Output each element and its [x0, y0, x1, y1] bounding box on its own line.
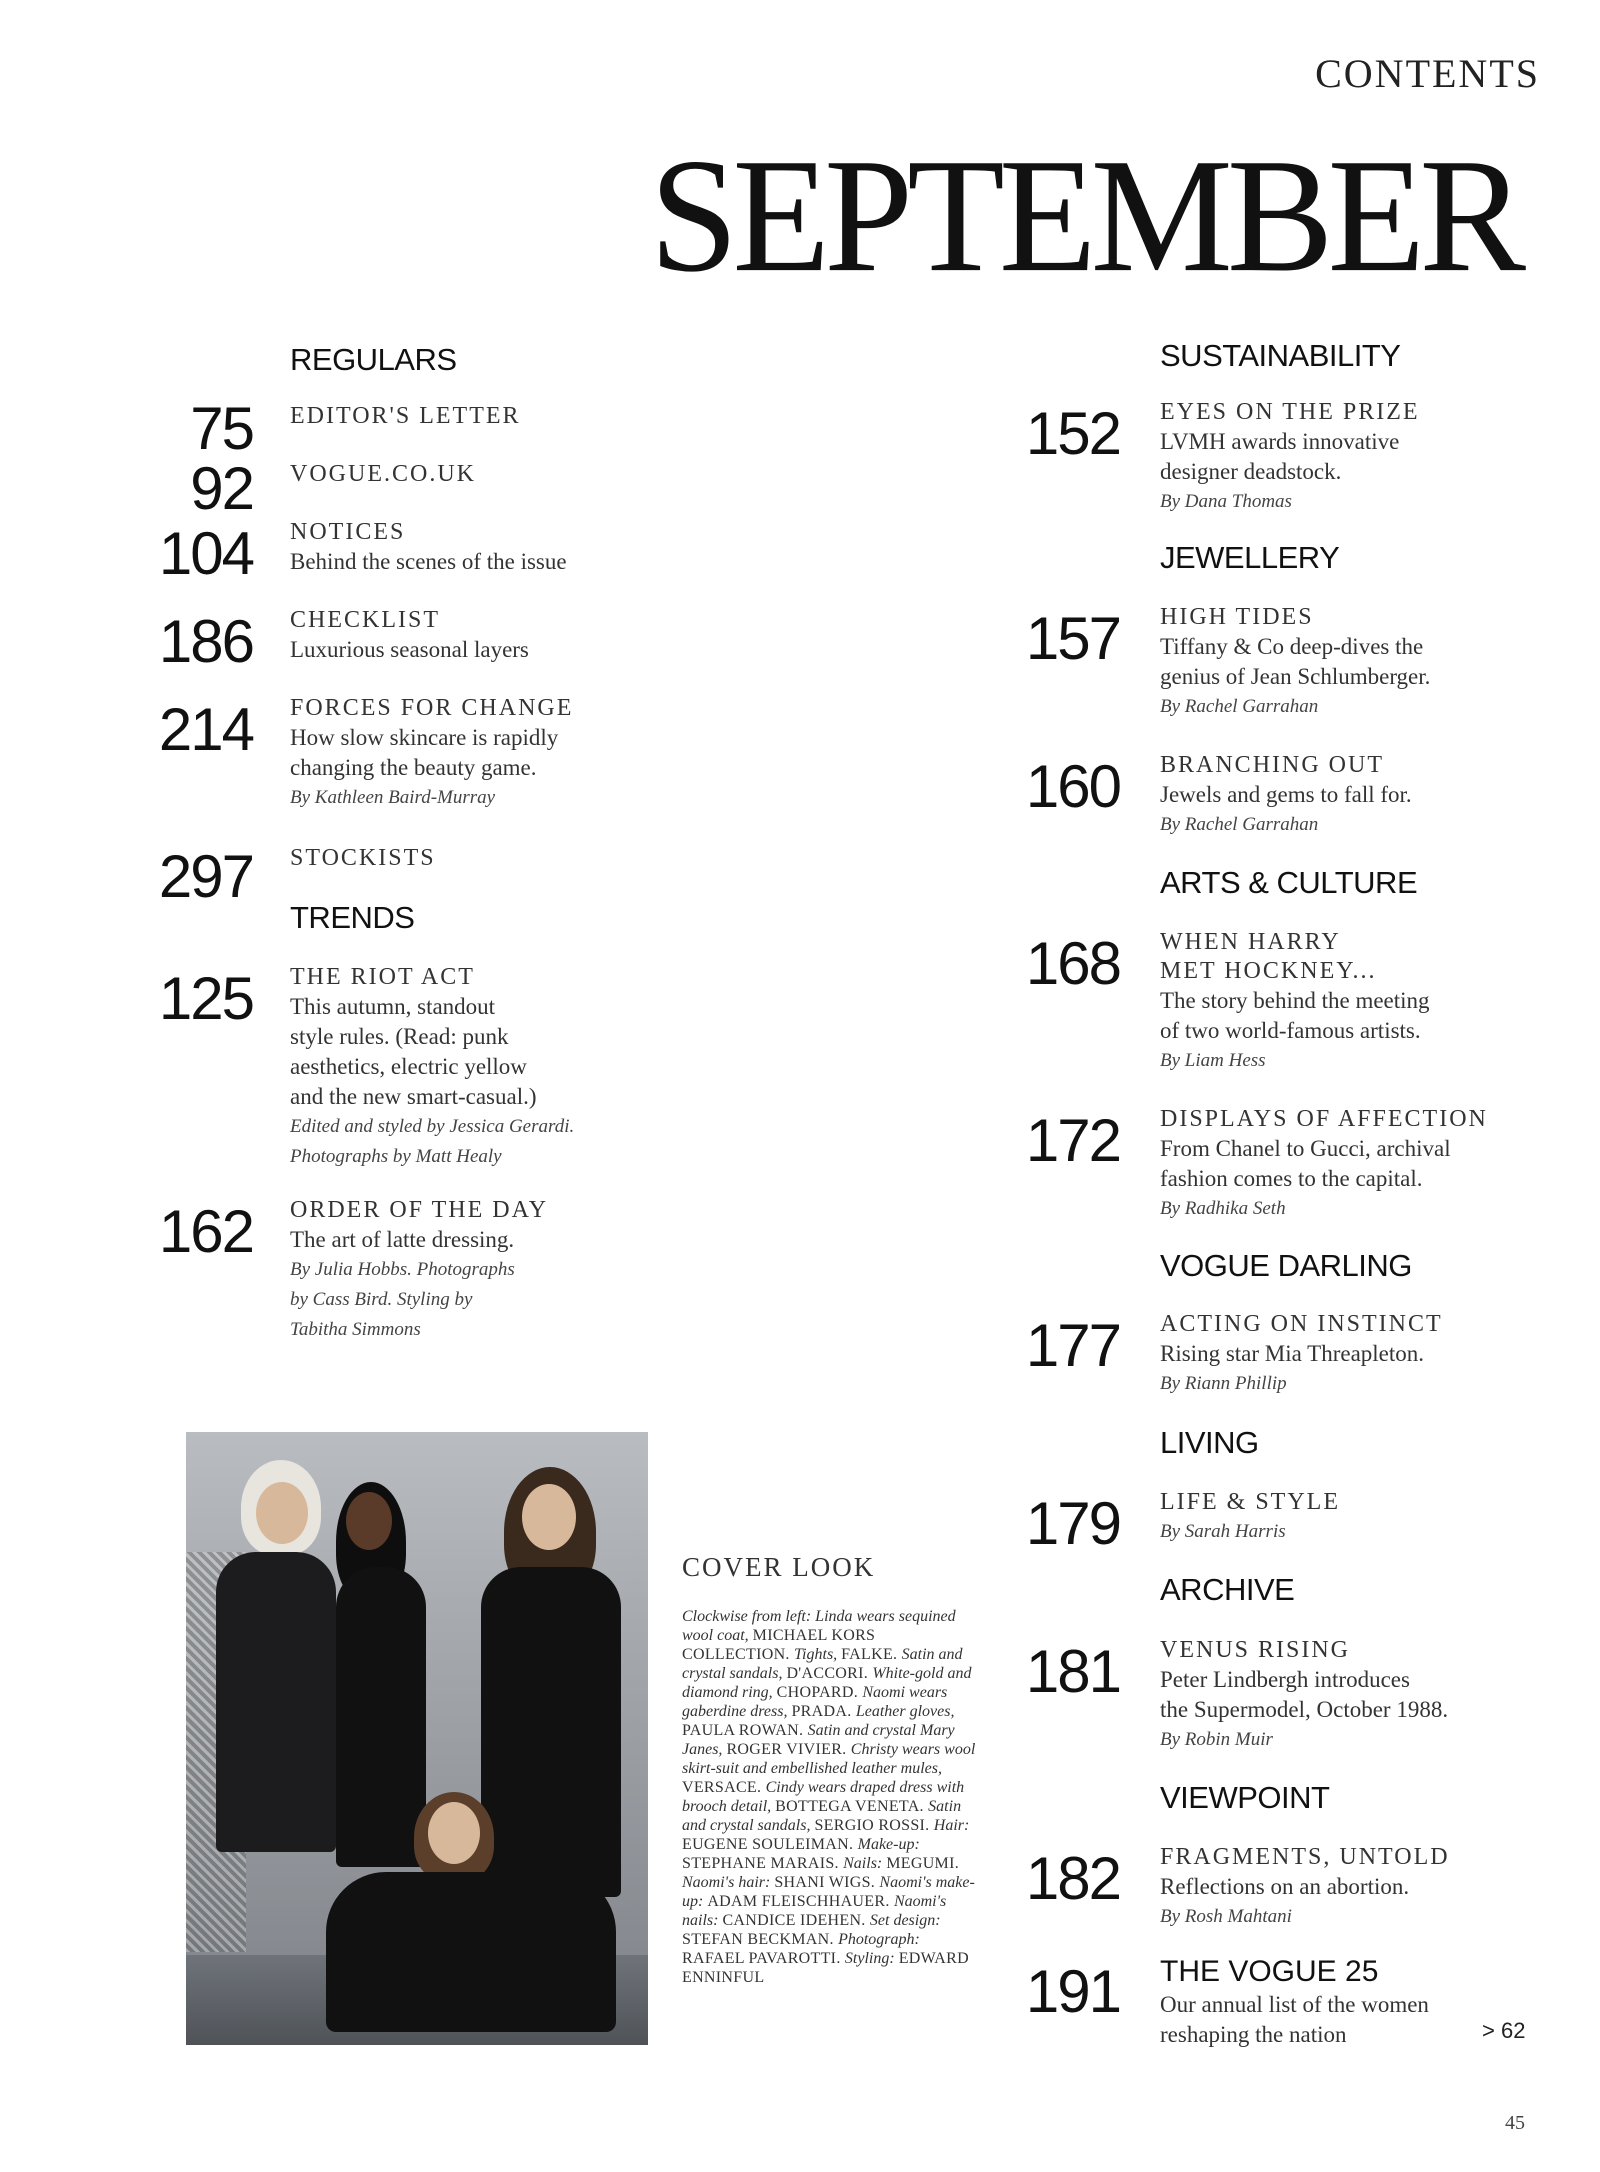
entry-title: EDITOR'S LETTER [290, 403, 521, 429]
entry-description: How slow skincare is rapidly changing the beauty game. [290, 725, 559, 780]
page-number: 181 [1025, 1638, 1120, 1705]
entry-title: VENUS RISING [1160, 1637, 1351, 1663]
entry-description: Rising star Mia Threapleton. [1160, 1341, 1425, 1366]
credit-run: Cindy wears draped dress with brooch detail, [682, 1779, 965, 1815]
section-title-viewpoint: VIEWPOINT [1160, 1780, 1330, 1815]
credit-run: Naomi's hair: [682, 1874, 775, 1891]
entry-description: Reflections on an abortion. [1160, 1874, 1410, 1899]
page-number: 177 [1025, 1312, 1120, 1379]
credit-run: Make-up: [857, 1836, 920, 1853]
page-number: 168 [1025, 930, 1120, 997]
credit-run: EUGENE SOULEIMAN. [682, 1836, 858, 1853]
entry-byline: Edited and styled by Jessica Gerardi. Photographs by Matt Healy [290, 1116, 575, 1167]
page-number: 162 [158, 1198, 253, 1265]
section-title-living: LIVING [1160, 1425, 1259, 1460]
folio-page-number: 45 [1505, 2112, 1525, 2134]
page-number: 152 [1025, 400, 1120, 467]
credit-run: PAULA ROWAN. [682, 1722, 808, 1739]
credit-run: EDWARD ENNINFUL [682, 1950, 969, 1986]
cover-look-heading: COVER LOOK [682, 1552, 876, 1582]
credit-run: Naomi's nails: [682, 1893, 947, 1929]
entry-title: BRANCHING OUT [1160, 752, 1384, 778]
credit-run: SERGIO ROSSI. [814, 1817, 934, 1834]
contents-label: CONTENTS [1315, 51, 1540, 96]
credit-run: Photograph: [838, 1931, 920, 1948]
section-title-arts-culture: ARTS & CULTURE [1160, 865, 1418, 900]
credit-run: ADAM FLEISCHHAUER. [707, 1893, 894, 1910]
credit-run: Hair: [933, 1817, 970, 1834]
credit-run: Satin and crystal Mary Janes, [682, 1722, 955, 1758]
entry-title: ORDER OF THE DAY [290, 1197, 549, 1223]
entry-byline: By Sarah Harris [1160, 1521, 1286, 1542]
credit-run: Nails: [843, 1855, 887, 1872]
entry-description: Our annual list of the women reshaping the nation [1160, 1992, 1429, 2047]
page-number: 214 [158, 696, 253, 763]
entry-title: THE VOGUE 25 [1160, 1955, 1379, 1988]
credit-run: Satin and crystal sandals, [682, 1646, 963, 1682]
credit-run: Clockwise from left: Linda wears sequined wool coat, [682, 1608, 956, 1644]
credit-run: STEFAN BECKMAN. [682, 1931, 839, 1948]
credit-run: D'ACCORI. [786, 1665, 873, 1682]
entry-byline: By Robin Muir [1160, 1729, 1273, 1750]
entry-description: Tiffany & Co deep-dives the genius of Jean Schlumberger. [1160, 634, 1431, 689]
entry-title: CHECKLIST [290, 607, 440, 633]
credit-run: ROGER VIVIER. [726, 1741, 851, 1758]
page-number: 92 [190, 455, 253, 522]
credit-run: Set design: [869, 1912, 941, 1929]
credit-run: Naomi wears gaberdine dress, [682, 1684, 948, 1720]
section-title-jewellery: JEWELLERY [1160, 540, 1340, 575]
entry-description: This autumn, standout style rules. (Read: punk aesthetics, electric yellow and the new smart-casual.) [290, 994, 537, 1109]
credit-run: Christy wears wool skirt-suit and embellished leather mules, [682, 1741, 976, 1777]
continued-page-link[interactable]: > 62 [1482, 2018, 1526, 2043]
credit-run: Satin and crystal sandals, [682, 1798, 962, 1834]
credit-run: Tights, [794, 1646, 842, 1663]
entry-title: DISPLAYS OF AFFECTION [1160, 1106, 1488, 1132]
section-title-sustainability: SUSTAINABILITY [1160, 338, 1401, 373]
entry-byline: By Liam Hess [1160, 1050, 1266, 1071]
credit-run: PRADA. [791, 1703, 856, 1720]
entry-byline: By Kathleen Baird-Murray [290, 787, 496, 808]
entry-title: FRAGMENTS, UNTOLD [1160, 1844, 1450, 1870]
section-title-regulars: REGULARS [290, 342, 457, 377]
section-title-vogue-darling: VOGUE DARLING [1160, 1248, 1412, 1283]
entry-title: ACTING ON INSTINCT [1160, 1311, 1443, 1337]
page-number: 172 [1025, 1107, 1120, 1174]
entry-byline: By Rachel Garrahan [1160, 814, 1319, 835]
page-number: 186 [158, 608, 253, 675]
entry-description: From Chanel to Gucci, archival fashion comes to the capital. [1160, 1136, 1451, 1191]
entry-title: HIGH TIDES [1160, 604, 1314, 630]
entry-title: FORCES FOR CHANGE [290, 695, 574, 721]
credit-run: FALKE. [841, 1646, 902, 1663]
entry-description: Jewels and gems to fall for. [1160, 782, 1412, 807]
page-number: 125 [158, 965, 253, 1032]
page-number: 157 [1025, 605, 1120, 672]
credit-run: MEGUMI. [886, 1855, 960, 1872]
entry-byline: By Julia Hobbs. Photographs by Cass Bird. Styling by Tabitha Simmons [290, 1259, 515, 1340]
entry-byline: By Rachel Garrahan [1160, 696, 1319, 717]
credit-run: VERSACE. [682, 1779, 766, 1796]
entry-description: Behind the scenes of the issue [290, 549, 567, 574]
page-number: 104 [158, 520, 253, 587]
entry-byline: By Dana Thomas [1160, 491, 1292, 512]
entry-title: WHEN HARRY MET HOCKNEY... [1160, 929, 1377, 984]
section-title-archive: ARCHIVE [1160, 1572, 1295, 1607]
entry-byline: By Rosh Mahtani [1160, 1906, 1292, 1927]
credit-run: CANDICE IDEHEN. [722, 1912, 870, 1929]
entry-description: The story behind the meeting of two world-famous artists. [1160, 988, 1430, 1043]
credit-run: CHOPARD. [776, 1684, 863, 1701]
page-number: 191 [1025, 1958, 1120, 2025]
entry-title: NOTICES [290, 519, 406, 545]
entry-title: LIFE & STYLE [1160, 1489, 1340, 1515]
entry-description: Luxurious seasonal layers [290, 637, 529, 662]
credit-run: SHANI WIGS. [774, 1874, 880, 1891]
entry-description: The art of latte dressing. [290, 1227, 515, 1252]
cover-credits [682, 1607, 982, 1987]
page-number: 160 [1025, 753, 1120, 820]
page-number: 179 [1025, 1490, 1120, 1557]
credit-run: STEPHANE MARAIS. [682, 1855, 844, 1872]
section-title-trends: TRENDS [290, 900, 415, 935]
credit-run: BOTTEGA VENETA. [775, 1798, 929, 1815]
credit-run: Leather gloves, [855, 1703, 955, 1720]
entry-description: LVMH awards innovative designer deadstock. [1160, 429, 1400, 484]
entry-title: THE RIOT ACT [290, 964, 475, 990]
page-number: 182 [1025, 1845, 1120, 1912]
entry-title: VOGUE.CO.UK [290, 461, 476, 487]
entry-byline: By Radhika Seth [1160, 1198, 1286, 1219]
page-number: 75 [190, 395, 253, 462]
entry-description: Peter Lindbergh introduces the Supermodel, October 1988. [1160, 1667, 1449, 1722]
credit-run: RAFAEL PAVAROTTI. [682, 1950, 845, 1967]
issue-month-title: SEPTEMBER [649, 124, 1520, 306]
credit-run: White-gold and diamond ring, [682, 1665, 972, 1701]
page-number: 297 [158, 843, 253, 910]
cover-photo [186, 1432, 648, 2045]
entry-title: STOCKISTS [290, 845, 436, 871]
entry-byline: By Riann Phillip [1160, 1373, 1287, 1394]
entry-title: EYES ON THE PRIZE [1160, 399, 1420, 425]
credit-run: Naomi's make-up: [682, 1874, 975, 1910]
credit-run: Styling: [844, 1950, 899, 1967]
credit-run: MICHAEL KORS COLLECTION. [682, 1627, 876, 1663]
